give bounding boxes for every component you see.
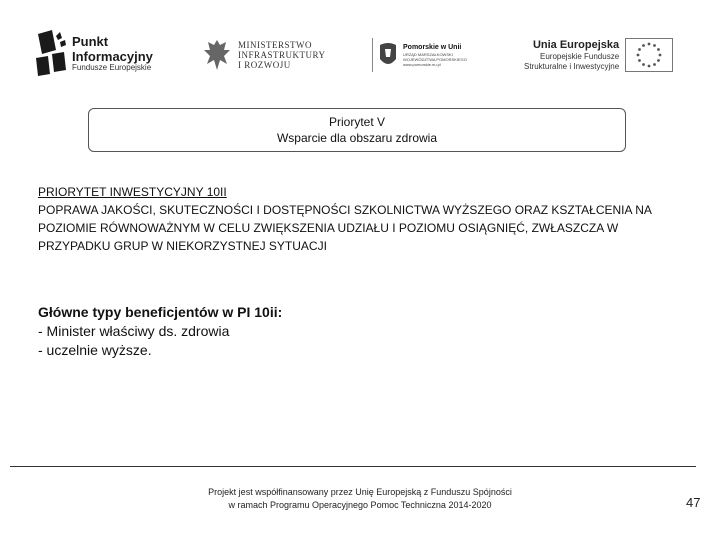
priority-box [88, 108, 626, 152]
eu-line1: Europejskie Fundusze [540, 51, 620, 61]
footer-text [150, 486, 570, 512]
pomorskie-logo [372, 38, 467, 72]
eu-logo [524, 38, 673, 72]
pomorskie-line2: WOJEWÓDZTWA POMORSKIEGO [403, 56, 467, 62]
footer-line1: Projekt jest współfinansowany przez Unię Europejską z Funduszu Spójności [208, 487, 512, 497]
priority-subtitle: Wsparcie dla obszaru zdrowia [276, 131, 438, 145]
priority-title: Priorytet V [328, 115, 385, 129]
punkt-informacyjny-logo [34, 30, 153, 76]
beneficiary-item: - uczelnie wyższe. [38, 342, 152, 358]
eu-line2: Strukturalne i Inwestycyjne [524, 61, 620, 71]
investment-heading: PRIORYTET INWESTYCYJNY 10II [38, 185, 227, 199]
ministry-line1: MINISTERSTWO [238, 40, 312, 50]
page-number: 47 [686, 495, 701, 510]
investment-text: POPRAWA JAKOŚCI, SKUTECZNOŚCI I DOSTĘPNOŚCI SZKOLNICTWA WYŻSZEGO ORAZ KSZTAŁCENIA NA POZIOMIE RÓWNOWAŻNYM W CELU ZWIĘKSZENIA UDZIAŁU I POZIOMU OSIĄGNIĘĆ, ZWŁASZCZA W PRZYPADKU GRUP W NIEKORZYSTNEJ SYTUACJI [38, 203, 652, 253]
punkt-logo-line2: Informacyjny [72, 48, 153, 64]
footer-divider [10, 466, 696, 467]
beneficiary-item: - Minister właściwy ds. zdrowia [38, 323, 230, 339]
beneficiaries-section [38, 303, 282, 360]
pomorskie-line1: URZĄD MARSZAŁKOWSKI [403, 51, 453, 57]
pomorskie-url: www.pomorskie.eu.pl [403, 61, 441, 67]
pomorskie-griffin-icon [377, 41, 399, 69]
eu-flag-icon [625, 38, 673, 72]
punkt-logo-line1: Punkt [72, 33, 109, 49]
ministry-line3: I ROZWOJU [238, 60, 291, 70]
investment-priority [38, 183, 678, 255]
punkt-logo-line3: Fundusze Europejskie [72, 62, 152, 72]
ministry-logo [202, 38, 326, 72]
punkt-informacyjny-emblem-icon [34, 30, 68, 76]
beneficiaries-title: Główne typy beneficjentów w PI 10ii: [38, 304, 283, 320]
eu-title: Unia Europejska [532, 38, 620, 51]
footer-line2: w ramach Programu Operacyjnego Pomoc Techniczna 2014-2020 [228, 500, 492, 510]
polish-eagle-icon [202, 38, 232, 72]
pomorskie-title: Pomorskie w Unii [403, 43, 462, 51]
ministry-line2: INFRASTRUKTURY [238, 50, 326, 60]
